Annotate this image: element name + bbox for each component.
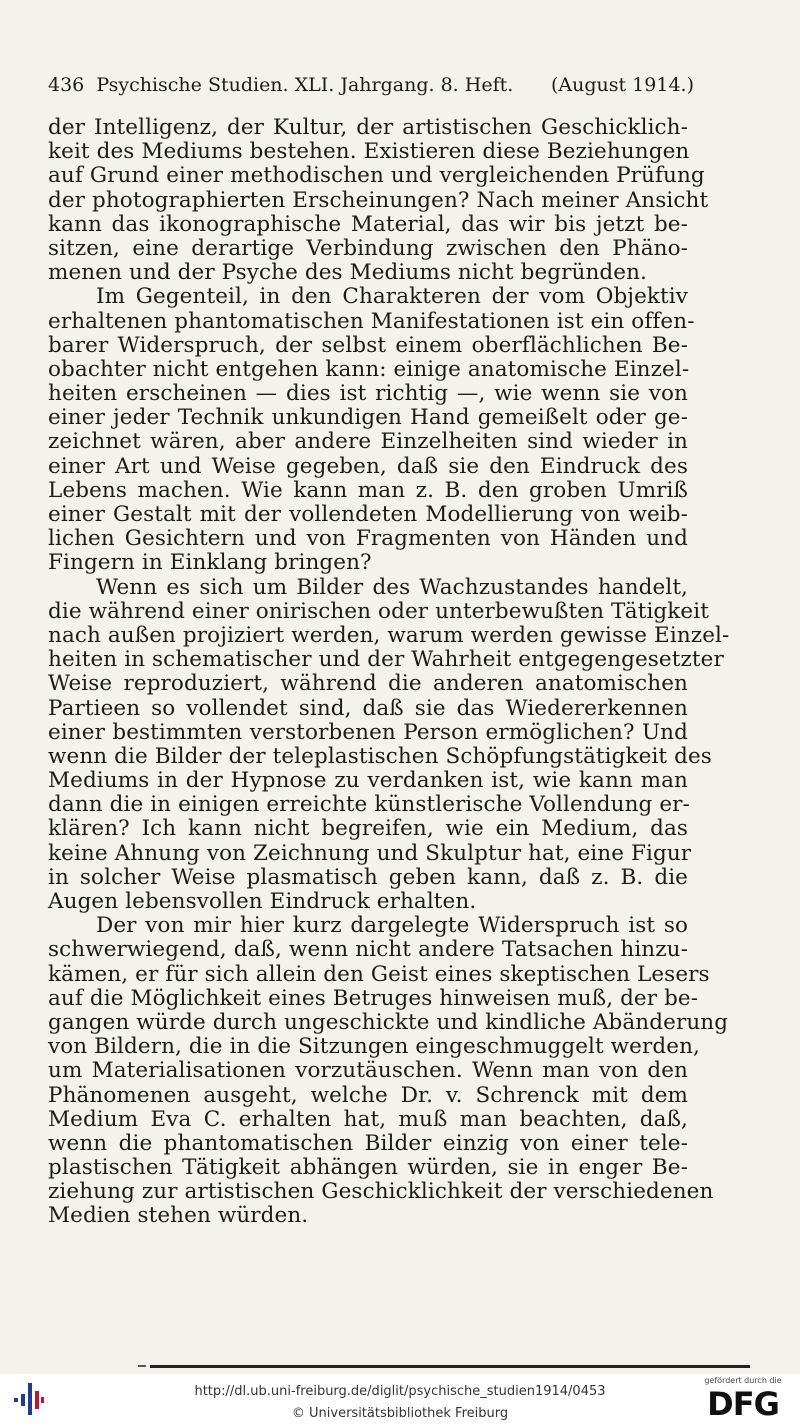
text-line: um Materialisationen vorzutäuschen. Wenn man von den: [48, 1058, 688, 1084]
text-line: Weise reproduziert, während die anderen anatomischen: [48, 671, 688, 697]
copyright-notice: © Universitätsbibliothek Freiburg: [291, 1406, 509, 1421]
text-line: keit des Mediums bestehen. Existieren diese Beziehungen: [48, 139, 690, 165]
text-line: von Bildern, die in die Sitzungen eingeschmuggelt werden,: [48, 1034, 700, 1060]
text-line: Fingern in Einklang bringen?: [48, 550, 372, 576]
text-line: der photographierten Erscheinungen? Nach meiner Ansicht: [48, 187, 709, 213]
running-title: Psychische Studien. XLI. Jahrgang. 8. Heft.: [96, 74, 514, 96]
text-line: der Intelligenz, der Kultur, der artistischen Geschicklich-: [48, 115, 688, 140]
text-line: wenn die Bilder der teleplastischen Schöpfungstätigkeit des: [48, 743, 712, 769]
text-line: Mediums in der Hypnose zu verdanken ist, wie kann man: [48, 768, 688, 794]
body-text: [48, 115, 730, 1229]
text-line: menen und der Psyche des Mediums nicht begründen.: [48, 260, 647, 286]
text-line: heiten erscheinen — dies ist richtig —, wie wenn sie von: [48, 381, 688, 407]
text-line: lichen Gesichtern und von Fragmenten von Händen und: [48, 526, 688, 552]
text-line: klären? Ich kann nicht begreifen, wie ein Medium, das: [48, 816, 688, 842]
text-line: keine Ahnung von Zeichnung und Skulptur hat, eine Figur: [48, 840, 692, 866]
text-line: Lebens machen. Wie kann man z. B. den groben Umriß: [48, 477, 688, 503]
dfg-logo-icon: DFG: [707, 1385, 779, 1423]
text-line: schwerwiegend, daß, wenn nicht andere Tatsachen hinzu-: [48, 937, 688, 963]
issue-date: (August 1914.): [550, 74, 694, 96]
text-line: kämen, er für sich allein den Geist eines skeptischen Lesers: [48, 961, 710, 987]
text-line: einer jeder Technik unkundigen Hand gemeißelt oder ge-: [48, 405, 688, 431]
text-line: einer Gestalt mit der vollendeten Modellierung von weib-: [48, 502, 688, 527]
viewer-footer: [0, 1374, 800, 1428]
funder-note: gefördert durch die: [704, 1376, 782, 1385]
page-bottom-rule: [150, 1365, 750, 1368]
text-line: Im Gegenteil, in den Charakteren der vom Objektiv: [96, 284, 688, 310]
text-line: ziehung zur artistischen Geschicklichkeit der verschiedenen: [48, 1179, 714, 1205]
text-line: gangen würde durch ungeschickte und kindliche Abänderung: [48, 1009, 729, 1035]
text-line: Partieen so vollendet sind, daß sie das Wiedererkennen: [48, 695, 688, 721]
text-line: erhaltenen phantomatischen Manifestationen ist ein offen-: [48, 308, 695, 334]
text-line: Medien stehen würden.: [48, 1203, 309, 1229]
text-line: kann das ikonographische Material, das wir bis jetzt be-: [48, 211, 688, 237]
text-line: dann die in einigen erreichte künstlerische Vollendung er-: [48, 792, 690, 818]
text-line: nach außen projiziert werden, warum werden gewisse Einzel-: [48, 622, 730, 648]
text-line: obachter nicht entgehen kann: einige anatomische Einzel-: [48, 356, 690, 382]
permalink-url[interactable]: http://dl.ub.uni-freiburg.de/diglit/psychische_studien1914/0453: [194, 1384, 606, 1399]
text-line: barer Widerspruch, der selbst einem oberflächlichen Be-: [48, 332, 688, 358]
text-line: Augen lebensvollen Eindruck erhalten.: [48, 889, 477, 914]
text-line: Phänomenen ausgeht, welche Dr. v. Schrenck mit dem: [48, 1082, 688, 1108]
text-line: die während einer onirischen oder unterbewußten Tätigkeit: [48, 598, 709, 624]
page-number: 436: [48, 74, 85, 96]
text-line: sitzen, eine derartige Verbindung zwischen den Phäno-: [48, 235, 688, 261]
text-line: auf Grund einer methodischen und vergleichenden Prüfung: [48, 163, 705, 189]
text-line: zeichnet wären, aber andere Einzelheiten sind wieder in: [48, 429, 688, 455]
text-line: wenn die phantomatischen Bilder einzig von einer tele-: [48, 1130, 688, 1156]
text-line: heiten in schematischer und der Wahrheit entgegengesetzter: [48, 647, 724, 673]
text-line: auf die Möglichkeit eines Betruges hinweisen muß, der be-: [48, 985, 699, 1011]
text-line: Wenn es sich um Bilder des Wachzustandes handelt,: [96, 574, 688, 600]
text-line: plastischen Tätigkeit abhängen würden, sie in enger Be-: [48, 1155, 688, 1181]
text-line: Medium Eva C. erhalten hat, muß man beachten, daß,: [48, 1106, 688, 1132]
text-line: in solcher Weise plasmatisch geben kann, daß z. B. die: [48, 864, 688, 890]
text-line: Der von mir hier kurz dargelegte Widerspruch ist so: [96, 913, 688, 939]
text-line: einer bestimmten verstorbenen Person ermöglichen? Und: [48, 719, 688, 745]
running-header: [48, 72, 694, 98]
text-line: einer Art und Weise gegeben, daß sie den Eindruck des: [48, 453, 688, 479]
